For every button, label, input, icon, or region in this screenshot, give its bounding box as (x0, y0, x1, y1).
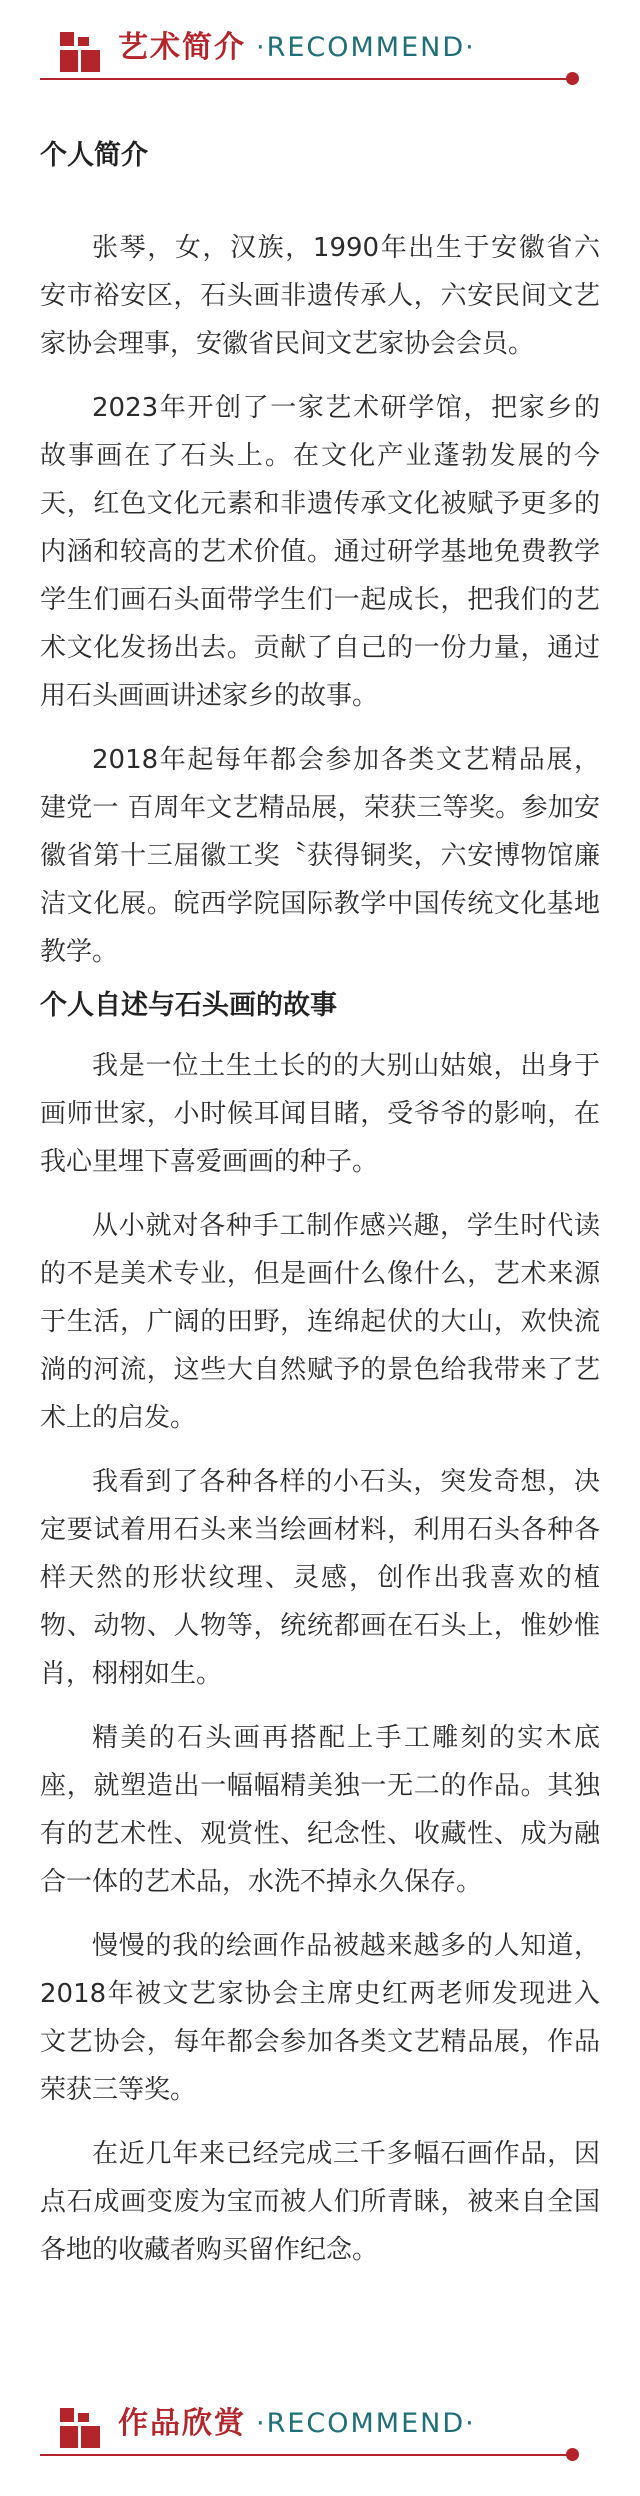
paragraph: 2023年开创了一家艺术研学馆，把家乡的故事画在了石头上。在文化产业蓬勃发展的今天，红色文化元素和非遗传承文化被赋予更多的内涵和较高的艺术价值。通过研学基地免费教学学生们画石头面带学生们一起成长，把我们的艺术文化发扬出去。贡献了自己的一份力量，通过用石头画画讲述家乡的故事。 (40, 393, 600, 711)
paragraph: 从小就对各种手工制作感兴趣，学生时代读的不是美术专业，但是画什么像什么，艺术来源于生活，广阔的田野，连绵起伏的大山，欢快流淌的河流，这些大自然赋予的景色给我带来了艺术上的启发。 (40, 1211, 600, 1433)
paragraph: 慢慢的我的绘画作品被越来越多的人知道，2018年被文艺家协会主席史红两老师发现进入文艺协会，每年都会参加各类文艺精品展，作品荣获三等奖。 (40, 1931, 600, 2105)
paragraph: 在近几年来已经完成三千多幅石画作品，因点石成画变废为宝而被人们所青睐，被来自全国各地的收藏者购买留作纪念。 (40, 2139, 600, 2265)
section-subtitle: ·RECOMMEND· (256, 2408, 476, 2439)
header-divider-dot (566, 72, 579, 85)
paragraph: 2018年起每年都会参加各类文艺精品展，建党一 百周年文艺精品展，荣获三等奖。参加安徽省第十三届徽工奖〝获得铜奖，六安博物馆廉洁文化展。皖西学院国际教学中国传统文化基地教学。 (40, 745, 600, 967)
paragraph: 精美的石头画再搭配上手工雕刻的实木底座，就塑造出一幅幅精美独一无二的作品。其独有的艺术性、观赏性、纪念性、收藏性、成为融合一体的艺术品，水洗不掉永久保存。 (40, 1723, 600, 1897)
paragraph: 我看到了各种各样的小石头，突发奇想，决定要试着用石头来当绘画材料，利用石头各种各样天然的形状纹理、灵感，创作出我喜欢的植物、动物、人物等，统统都画在石头上，惟妙惟肖，栩栩如生。 (40, 1467, 600, 1689)
header-divider (40, 78, 574, 80)
section-heading-profile: 个人简介 (40, 140, 148, 171)
section-title: 艺术简介 (118, 30, 246, 65)
section-title: 作品欣赏 (118, 2406, 246, 2441)
paragraph: 张琴，女，汉族，1990年出生于安徽省六安市裕安区，石头画非遗传承人，六安民间文艺家协会理事，安徽省民间文艺家协会会员。 (40, 233, 600, 359)
paragraph: 我是一位土生土长的的大别山姑娘，出身于画师世家，小时候耳闻目睹，受爷爷的影响，在我心里埋下喜爱画画的种子。 (40, 1051, 600, 1177)
section-header-works (0, 2392, 640, 2472)
section-heading-story: 个人自述与石头画的故事 (40, 990, 337, 1021)
section-subtitle: ·RECOMMEND· (256, 32, 476, 63)
header-divider (40, 2454, 574, 2456)
red-block-logo-icon (60, 2408, 100, 2448)
article-body (0, 136, 640, 2274)
header-divider-dot (566, 2448, 579, 2461)
section-header-intro (0, 16, 640, 96)
red-block-logo-icon (60, 32, 100, 72)
